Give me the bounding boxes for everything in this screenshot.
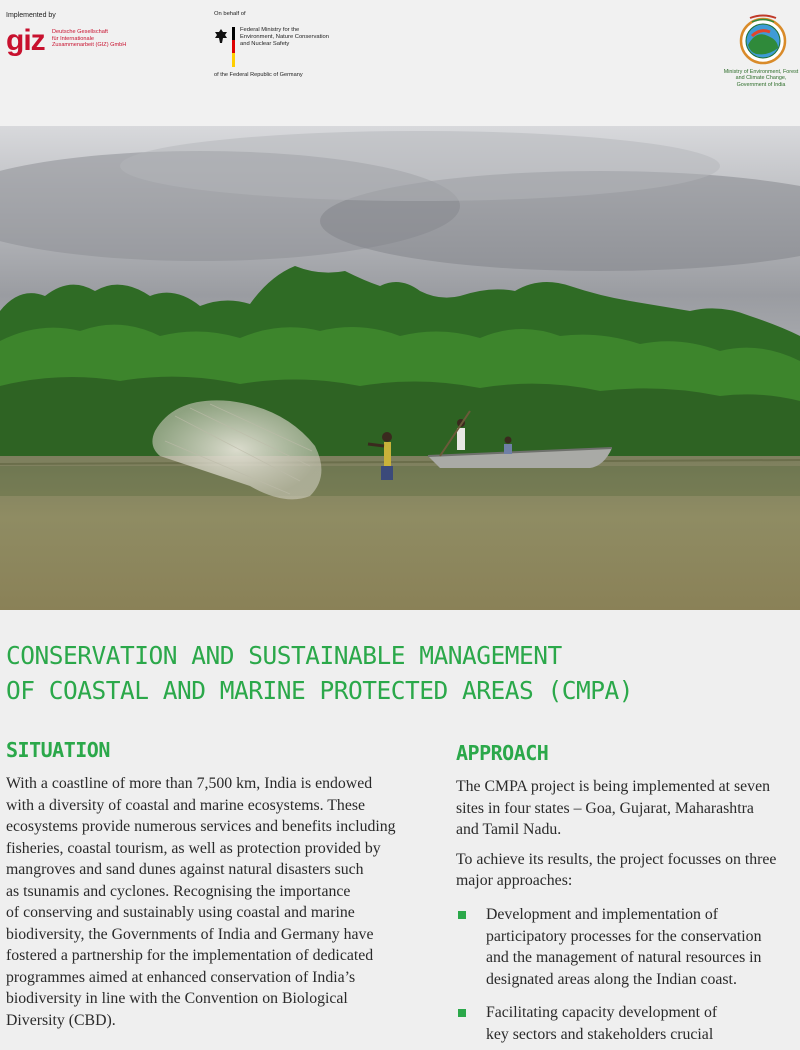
giz-full-name: Deutsche Gesellschaft für Internationale Zusammenarbeit (GIZ) GmbH xyxy=(52,29,127,49)
text-line: With a coastline of more than 7,500 km, India is endowed xyxy=(6,775,373,792)
text-line: Diversity (CBD). xyxy=(6,1011,116,1029)
moefcc-name: Ministry of Environment, Forest and Climate Change, Government of India xyxy=(723,69,799,88)
title-line-2: OF COASTAL AND MARINE PROTECTED AREAS (CMPA) xyxy=(6,676,634,705)
german-flag-icon xyxy=(232,27,235,67)
text-line: programmes aimed at enhanced conservation of India’s xyxy=(6,968,356,986)
bullet-square-icon xyxy=(458,911,466,919)
text-line: as tsunamis and cyclones. Recognising the importance xyxy=(6,882,351,900)
situation-heading: SITUATION xyxy=(6,738,110,762)
text-line: with a diversity of coastal and marine ecosystems. These xyxy=(6,796,365,814)
mangrove-scene-image xyxy=(0,126,800,610)
text-line: of conserving and sustainably using coastal and marine xyxy=(6,904,355,921)
text-line: fostered a partnership for the implementation of dedicated xyxy=(6,947,374,964)
title-line-1: CONSERVATION AND SUSTAINABLE MANAGEMENT xyxy=(6,641,562,670)
moefcc-emblem-icon xyxy=(738,12,788,66)
header-logos xyxy=(0,0,800,126)
situation-text xyxy=(6,773,426,1031)
giz-logo: giz xyxy=(6,24,45,57)
approach-text xyxy=(456,776,796,900)
approach-paragraph-2: To achieve its results, the project focusses on three major approaches: xyxy=(456,850,777,889)
eagle-icon xyxy=(214,28,228,44)
text-line: biodiversity in line with the Convention on Biological xyxy=(6,990,348,1007)
text-line: fisheries, coastal tourism, as well as protection provided by xyxy=(6,839,381,857)
hero-photo xyxy=(0,126,800,610)
ministry-republic-label: of the Federal Republic of Germany xyxy=(214,72,303,78)
page-title xyxy=(6,638,786,708)
bullet-square-icon xyxy=(458,1009,466,1017)
on-behalf-label: On behalf of xyxy=(214,11,246,17)
approach-heading: APPROACH xyxy=(456,741,549,765)
text-line: ecosystems provide numerous services and benefits including xyxy=(6,818,396,835)
approach-paragraph-1: The CMPA project is being implemented at seven sites in four states – Goa, Gujarat, Maharashtra and Tamil Nadu. xyxy=(456,778,770,838)
implemented-by-label: Implemented by xyxy=(6,12,56,19)
text-line: biodiversity, the Governments of India and Germany have xyxy=(6,925,374,943)
text-line: mangroves and sand dunes against natural disasters such xyxy=(6,861,364,878)
ministry-name: Federal Ministry for the Environment, Nature Conservation and Nuclear Safety xyxy=(240,27,329,47)
